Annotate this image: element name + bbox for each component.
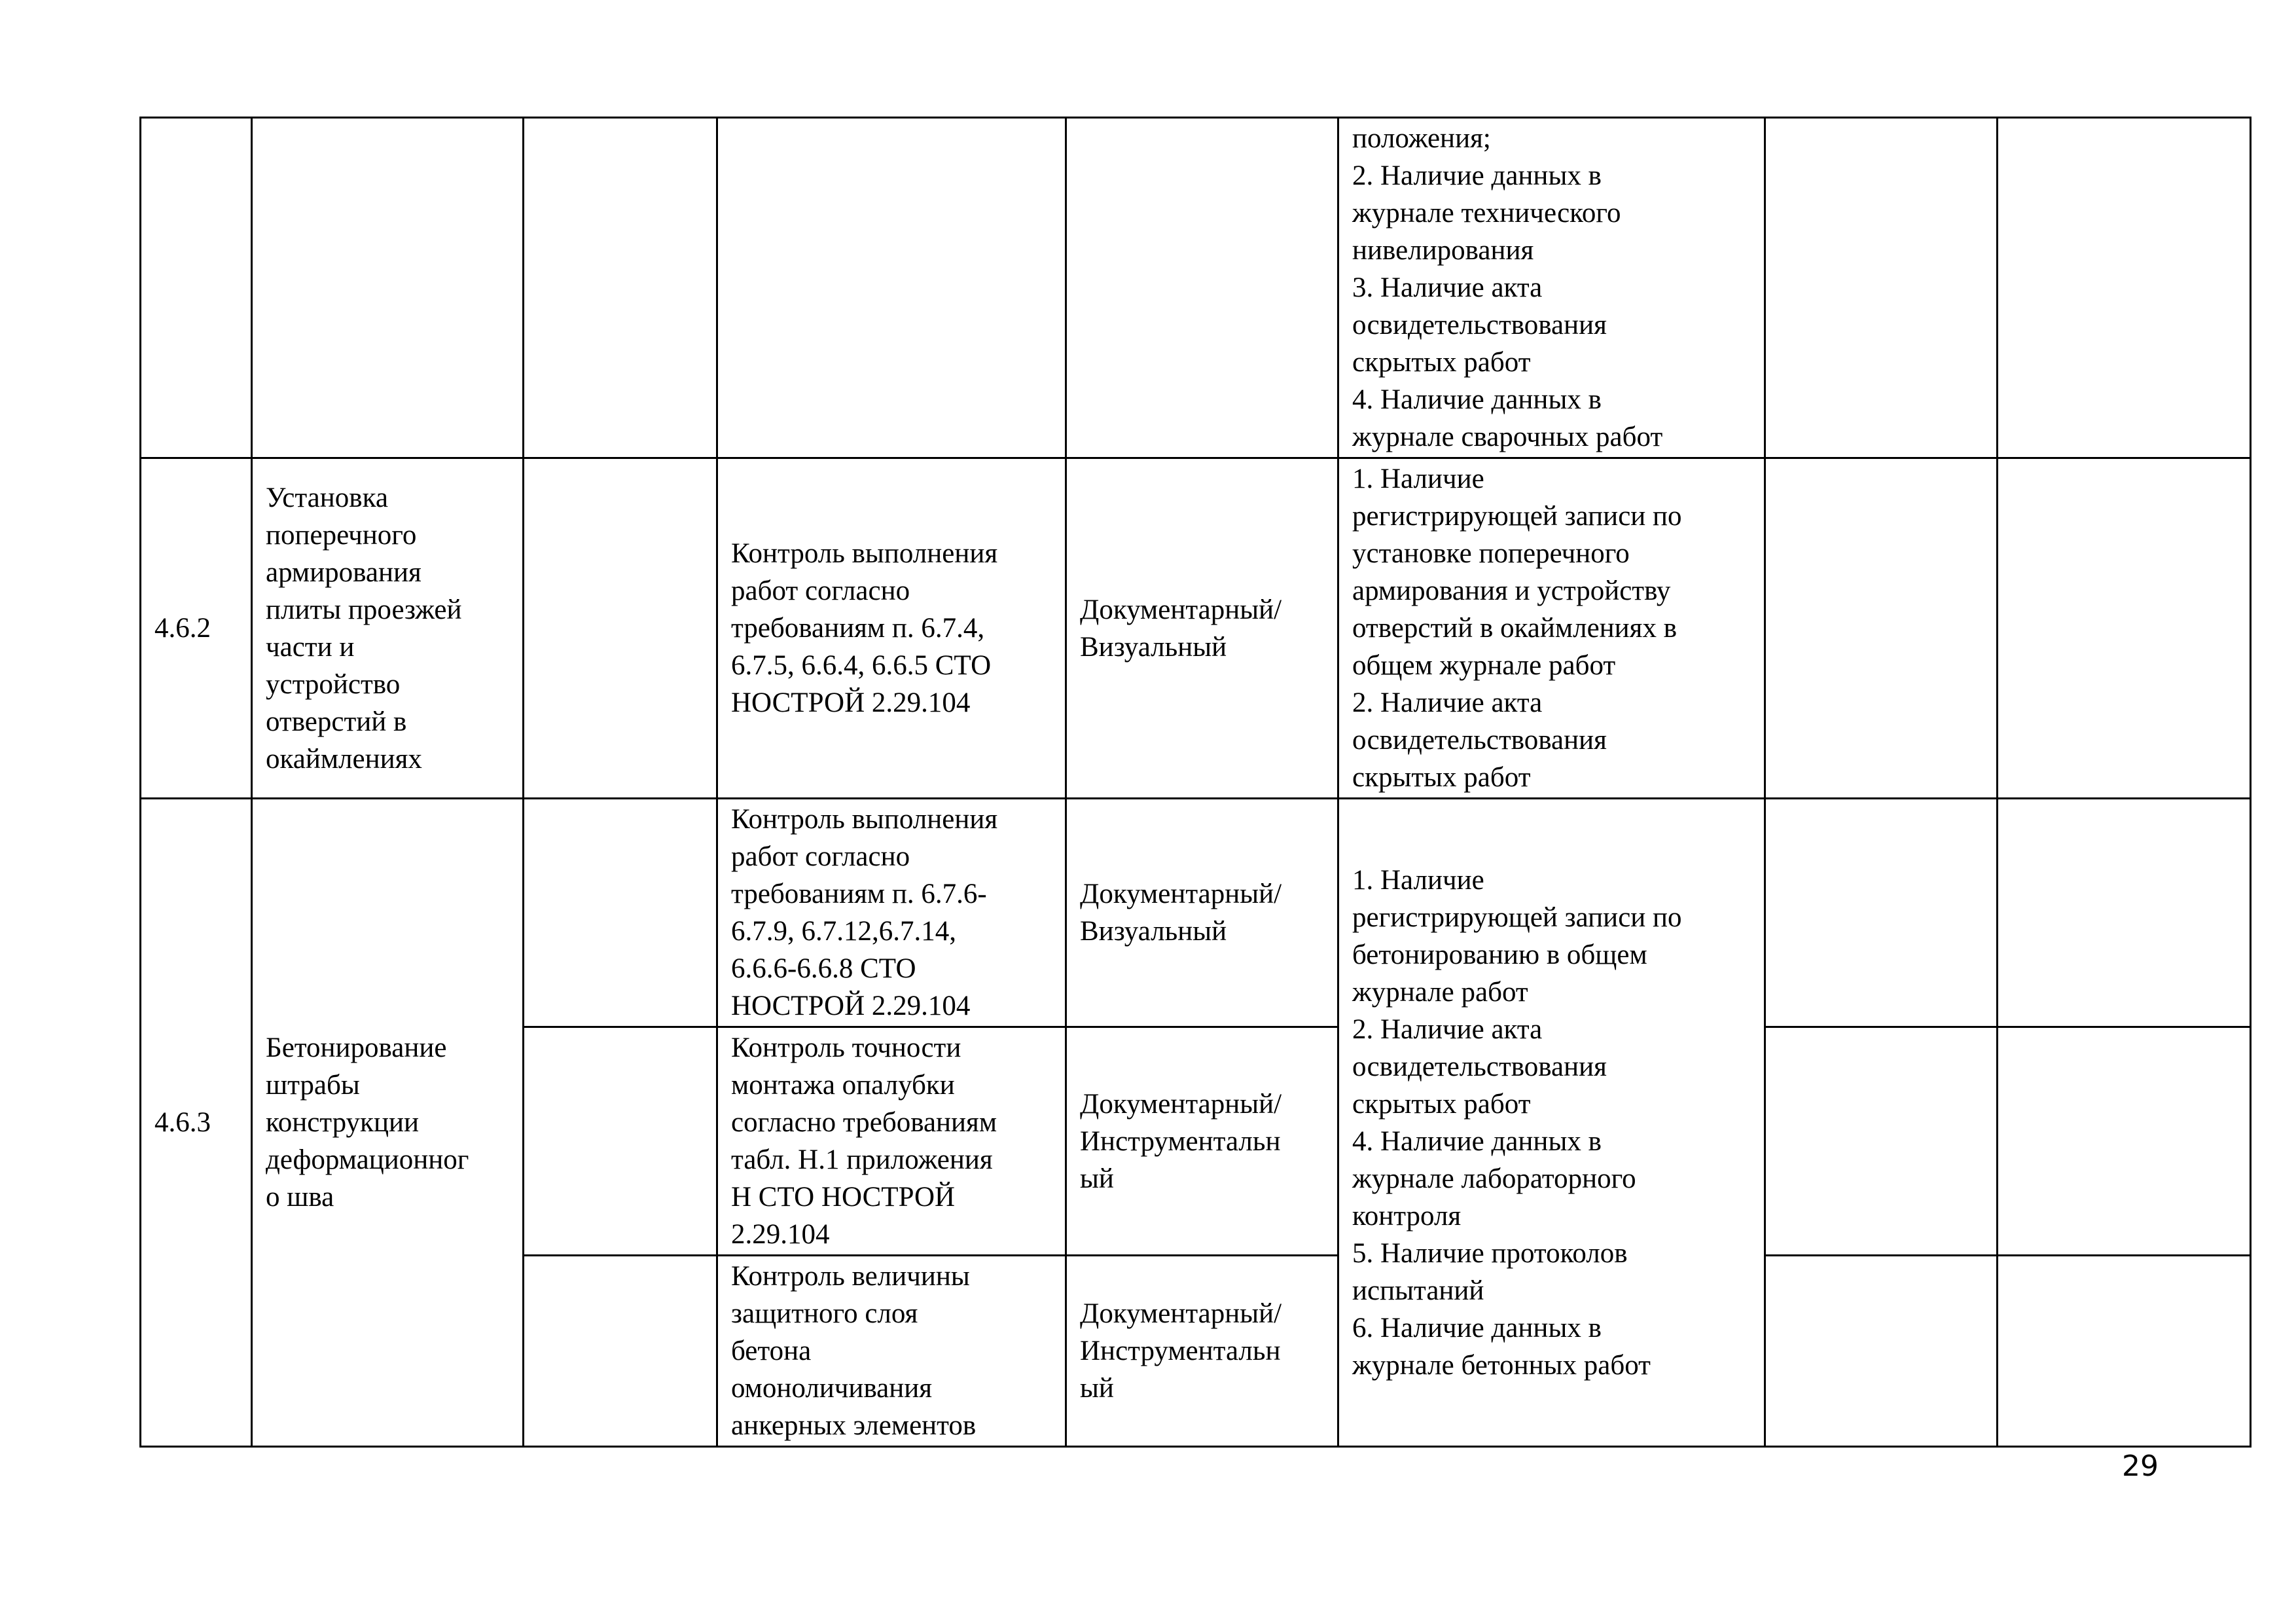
results-line: освидетельствования: [1352, 1051, 1607, 1082]
table-row-4-6-3: [141, 799, 2251, 1027]
title-line: конструкции: [266, 1107, 419, 1138]
cell-method: [1066, 458, 1338, 799]
title-line: плиты проезжей: [266, 594, 462, 625]
requirement-line: Контроль величины: [731, 1261, 970, 1292]
requirement-line: бетона: [731, 1336, 812, 1366]
results-line: общем журнале работ: [1352, 650, 1616, 681]
results-line: установке поперечного: [1352, 538, 1630, 569]
method-line: Документарный/: [1080, 594, 1282, 625]
cell-number: 4.6.2: [141, 458, 252, 799]
cell-title-empty: [252, 118, 524, 458]
results-line: 2. Наличие акта: [1352, 1013, 1543, 1045]
results-line: бетонированию в общем: [1352, 939, 1647, 970]
cell-empty: [1998, 458, 2251, 799]
method-line: Инструментальн: [1080, 1336, 1281, 1366]
cell-empty: [524, 1256, 717, 1447]
requirement-line: защитного слоя: [731, 1298, 918, 1329]
requirement-line: табл. Н.1 приложения: [731, 1144, 993, 1175]
title-line: о шва: [266, 1182, 334, 1213]
method-line: ый: [1080, 1373, 1114, 1404]
cell-method: [1066, 799, 1338, 1027]
cell-empty: [1765, 118, 1998, 458]
cell-title: [252, 799, 524, 1447]
requirement-line: анкерных элементов: [731, 1410, 977, 1441]
title-line: устройство: [266, 668, 401, 700]
results-line: армирования и устройству: [1352, 575, 1671, 606]
cell-requirement: [717, 458, 1066, 799]
method-line: Визуальный: [1080, 631, 1227, 663]
cell-empty: [524, 118, 717, 458]
requirement-line: 6.7.9, 6.7.12,6.7.14,: [731, 916, 956, 947]
cell-empty: [1998, 118, 2251, 458]
cell-requirement: [717, 799, 1066, 1027]
cell-empty: [1998, 1027, 2251, 1256]
control-table: [139, 117, 2251, 1448]
title-line: штрабы: [266, 1070, 360, 1101]
results-line: положения;: [1352, 123, 1491, 154]
method-line: Документарный/: [1080, 879, 1282, 909]
results-line: скрытых работ: [1352, 1088, 1531, 1120]
cell-results: [1338, 458, 1765, 799]
results-line: регистрирующей записи по: [1352, 902, 1682, 933]
results-line: 1. Наличие: [1352, 464, 1484, 494]
title-line: деформационног: [266, 1144, 469, 1175]
cell-method: [1066, 1027, 1338, 1256]
method-line: Документарный/: [1080, 1088, 1282, 1120]
results-line: регистрирующей записи по: [1352, 501, 1682, 532]
method-line: Инструментальн: [1080, 1125, 1281, 1157]
requirement-line: 6.7.5, 6.6.4, 6.6.5 СТО: [731, 650, 992, 681]
results-line: отверстий в окаймлениях в: [1352, 613, 1677, 644]
requirement-line: Н СТО НОСТРОЙ: [731, 1182, 956, 1213]
title-line: части и: [266, 631, 355, 663]
requirement-line: согласно требованиям: [731, 1107, 997, 1138]
results-line: 2. Наличие акта: [1352, 687, 1543, 718]
requirement-line: 6.6.6-6.6.8 СТО: [731, 953, 916, 984]
title-line: поперечного: [266, 519, 417, 551]
results-line: 3. Наличие акта: [1352, 272, 1543, 303]
requirement-line: НОСТРОЙ 2.29.104: [731, 687, 971, 718]
requirement-line: монтажа опалубки: [731, 1070, 955, 1101]
title-line: Установка: [266, 482, 388, 513]
cell-requirement: [717, 1256, 1066, 1447]
results-line: освидетельствования: [1352, 310, 1607, 340]
method-line: ый: [1080, 1163, 1114, 1194]
requirement-line: омоноличивания: [731, 1373, 933, 1404]
requirement-line: Контроль выполнения: [731, 804, 998, 835]
requirement-line: Контроль выполнения: [731, 538, 998, 569]
requirement-line: работ согласно: [731, 575, 910, 606]
requirement-line: Контроль точности: [731, 1032, 961, 1063]
results-line: контроля: [1352, 1200, 1462, 1231]
method-line: Визуальный: [1080, 916, 1227, 947]
results-line: 1. Наличие: [1352, 864, 1484, 896]
results-line: скрытых работ: [1352, 762, 1531, 793]
requirement-line: требованиям п. 6.7.4,: [731, 613, 985, 644]
results-line: 6. Наличие данных в: [1352, 1312, 1602, 1343]
cell-title: [252, 458, 524, 799]
cell-empty: [1765, 1027, 1998, 1256]
page-number: 29: [2122, 1450, 2159, 1483]
title-line: Бетонирование: [266, 1032, 447, 1063]
cell-empty: [1998, 799, 2251, 1027]
cell-number-empty: [141, 118, 252, 458]
cell-empty: [1765, 799, 1998, 1027]
cell-method: [1066, 1256, 1338, 1447]
cell-empty: [1765, 458, 1998, 799]
cell-empty: [1998, 1256, 2251, 1447]
results-line: скрытых работ: [1352, 347, 1531, 378]
cell-results: [1338, 118, 1765, 458]
results-line: 4. Наличие данных в: [1352, 384, 1602, 415]
cell-method-empty: [1066, 118, 1338, 458]
title-line: окаймлениях: [266, 743, 422, 775]
results-line: 5. Наличие протоколов: [1352, 1237, 1628, 1269]
results-line: освидетельствования: [1352, 725, 1607, 756]
cell-results: [1338, 799, 1765, 1447]
cell-empty: [524, 458, 717, 799]
requirement-line: НОСТРОЙ 2.29.104: [731, 991, 971, 1021]
results-line: журнале бетонных работ: [1352, 1349, 1651, 1381]
table-row-4-6-2: [141, 458, 2251, 799]
cell-number: 4.6.3: [141, 799, 252, 1447]
table-row-continuation: [141, 118, 2251, 458]
results-line: нивелирования: [1352, 235, 1534, 266]
results-line: журнале технического: [1352, 198, 1621, 228]
title-line: армирования: [266, 556, 422, 588]
results-line: журнале сварочных работ: [1352, 422, 1663, 452]
requirement-line: 2.29.104: [731, 1219, 830, 1250]
cell-requirement-empty: [717, 118, 1066, 458]
results-line: 4. Наличие данных в: [1352, 1125, 1602, 1157]
requirement-line: требованиям п. 6.7.6-: [731, 879, 987, 909]
method-line: Документарный/: [1080, 1298, 1282, 1329]
inspection-table: [139, 117, 2251, 1448]
results-line: испытаний: [1352, 1275, 1484, 1306]
title-line: отверстий в: [266, 706, 407, 737]
cell-empty: [524, 1027, 717, 1256]
results-line: журнале работ: [1352, 976, 1528, 1008]
cell-requirement: [717, 1027, 1066, 1256]
results-line: журнале лабораторного: [1352, 1163, 1636, 1194]
requirement-line: работ согласно: [731, 841, 910, 872]
cell-empty: [1765, 1256, 1998, 1447]
cell-empty: [524, 799, 717, 1027]
results-line: 2. Наличие данных в: [1352, 160, 1602, 191]
